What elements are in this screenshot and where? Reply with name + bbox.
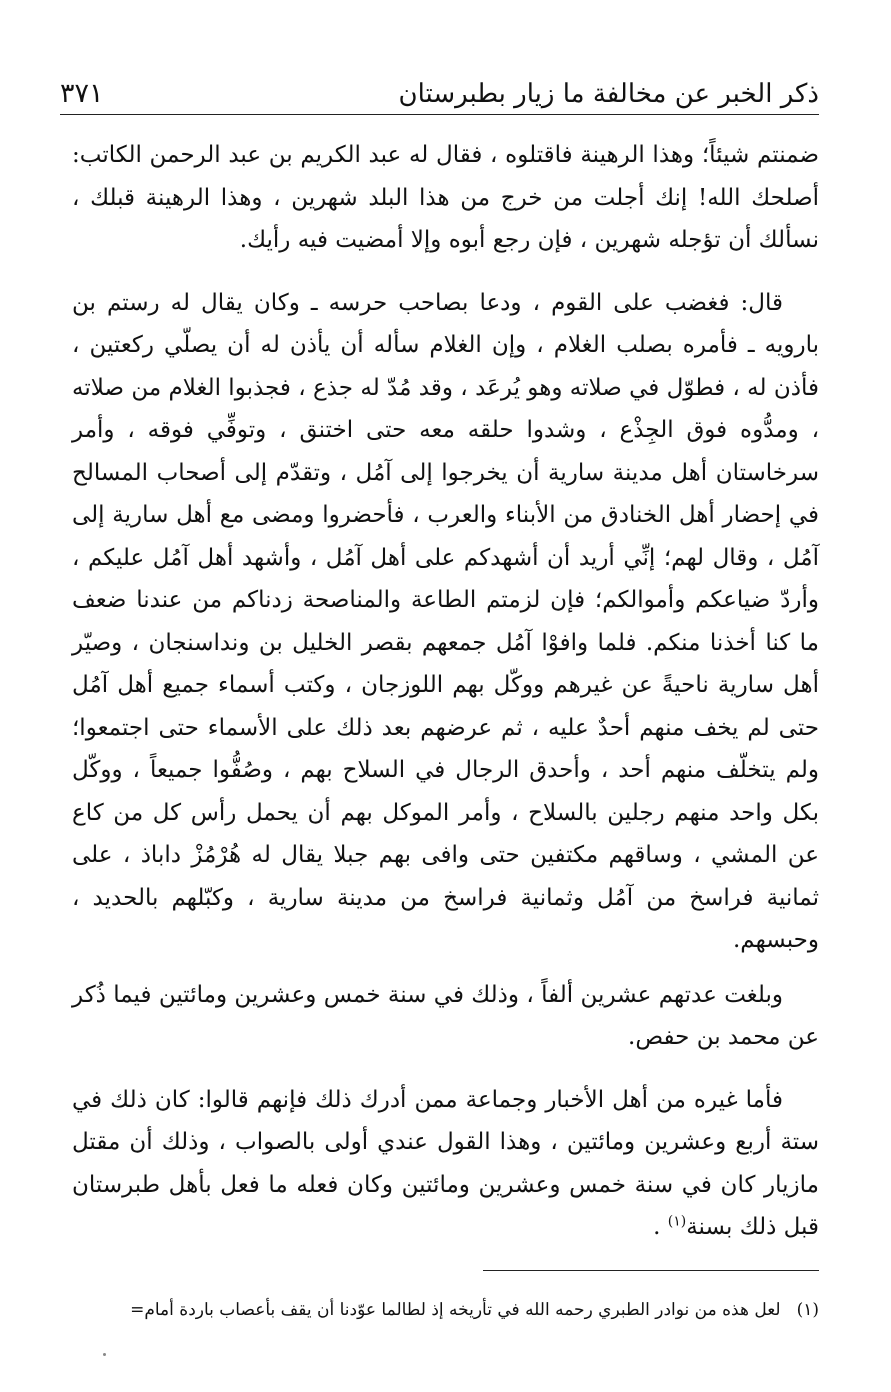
- footnote-text: لعل هذه من نوادر الطبري رحمه الله في تأريخه إذ لطالما عوّدنا أن يقف بأعصاب باردة أمام=: [130, 1300, 781, 1320]
- running-title: ذكر الخبر عن مخالفة ما زيار بطبرستان: [398, 79, 819, 109]
- page-number: ٣٧١: [60, 78, 104, 109]
- footnote-divider: [483, 1270, 819, 1271]
- paragraph-last: [72, 1079, 819, 1249]
- footnote-marker: (١): [796, 1300, 819, 1320]
- page-header: [60, 68, 819, 115]
- main-text: [72, 134, 819, 1263]
- footnote: [72, 1295, 819, 1325]
- paragraph-text: فأما غيره من أهل الأخبار وجماعة ممن أدرك ذلك فإنهم قالوا: كان ذلك في ستة أربع وعشرين ومائتين ، وهذا القول عندي أولى بالصواب ، وذلك أن مقتل مازيار كان في سنة خمس وعشرين ومائتين وكان فعله ما فعل بأهل طبرستان قبل ذلك بسنة: [72, 1086, 819, 1240]
- scan-speck: [103, 1353, 106, 1356]
- final-period: .: [653, 1214, 661, 1240]
- paragraph: وبلغت عدتهم عشرين ألفاً ، وذلك في سنة خمس وعشرين ومائتين فيما ذُكر عن محمد بن حفص.: [72, 981, 819, 1050]
- paragraph: قال: فغضب على القوم ، ودعا بصاحب حرسه ـ وكان يقال له رستم بن بارويه ـ فأمره بصلب الغلام ، وإن الغلام سأله أن يأذن له أن يصلّي ركعتين ، فأذن له ، فطوّل في صلاته وهو يُرعَد ، وقد مُدّ له جذع ، فجذبوا الغلام من صلاته ، ومدُّوه فوق الجِذْع ، وشدوا حلقه معه حتى اختنق ، وتوفِّي فوقه ، وأمر سرخاستان أهل مدينة سارية أن يخرجوا إلى آمُل ، وتقدّم إلى أصحاب المسالح في إحضار أهل الخنادق من الأبناء والعرب ، فأحضروا ومضى مع أهل سارية إلى آمُل ، وقال لهم؛ إنِّي أريد أن أشهدكم على أهل آمُل ، وأشهد أهل آمُل عليكم ، وأردّ ضياعكم وأموالكم؛ فإن لزمتم الطاعة والمناصحة زدناكم من عندنا ضعف ما كنا أخذنا منكم. فلما وافوْا آمُل جمعهم بقصر الخليل بن ونداسنجان ، وصيّر أهل سارية ناحيةً عن غيرهم ووكّل بهم اللوزجان ، وكتب أسماء جميع أهل آمُل حتى لم يخف منهم أحدٌ عليه ، ثم عرضهم بعد ذلك على الأسماء حتى اجتمعوا؛ ولم يتخلّف منهم أحد ، وأحدق الرجال في السلاح بهم ، وصُفُّوا جميعاً ، ووكّل بكل واحد منهم رجلين بالسلاح ، وأمر الموكل بهم أن يحمل رأس كل من كاع عن المشي ، وساقهم مكتفين حتى وافى بهم جبلا يقال له هُرْمُزْ داباذ ، على ثمانية فراسخ من آمُل وثمانية فراسخ من مدينة سارية ، وكبّلهم بالحديد ، وحبسهم.: [72, 289, 819, 953]
- paragraph: ضمنتم شيئاً؛ وهذا الرهينة فاقتلوه ، فقال له عبد الكريم بن عبد الرحمن الكاتب: أصلحك الله! إنك أجلت من خرج من هذا البلد شهرين ، وهذا الرهينة قبلك ، نسألك أن تؤجله شهرين ، فإن رجع أبوه وإلا أمضيت فيه رأيك.: [72, 142, 819, 253]
- footnote-reference[interactable]: (١): [667, 1213, 687, 1230]
